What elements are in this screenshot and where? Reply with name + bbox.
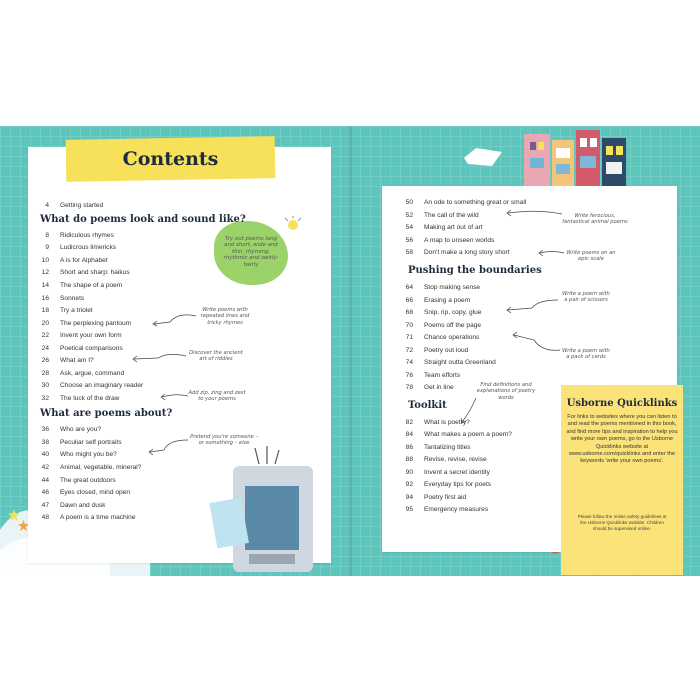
- book-gutter: [349, 126, 352, 576]
- entry-title: Who are you?: [60, 426, 102, 433]
- entry-title: Poetical comparisons: [60, 345, 123, 352]
- page-number: 28: [41, 370, 49, 377]
- entry-title: Team efforts: [424, 372, 461, 379]
- arrow-icon: [534, 248, 566, 258]
- page-number: 71: [405, 334, 413, 341]
- page-number: 10: [41, 257, 49, 264]
- arrow-icon: [508, 330, 562, 354]
- section-heading: What do poems look and sound like?: [40, 214, 246, 225]
- page-number: 38: [41, 439, 49, 446]
- page-number: 24: [41, 345, 49, 352]
- quicklinks-text: For links to websites where you can listen to and read the poems mentioned in this book, and find more tips and inspiration to help you write your own poems, go to the Usborne Quicklinks website at www.usborne.com/quicklinks and enter the keywords 'write your own poems'.: [566, 414, 678, 465]
- entry-title: What is poetry?: [424, 419, 470, 426]
- entry-title: What am I?: [60, 357, 94, 364]
- page-number: 22: [41, 332, 49, 339]
- entry-title: Poems off the page: [424, 322, 482, 329]
- entry-title: Animal, vegetable, mineral?: [60, 464, 142, 471]
- page-number: 74: [405, 359, 413, 366]
- robot-tv-illustration: [205, 442, 325, 576]
- page-number: 88: [405, 456, 413, 463]
- entry-title: Sonnets: [60, 295, 85, 302]
- page-number: 47: [41, 502, 49, 509]
- entry-title: Try a triolet: [60, 307, 93, 314]
- entry-title: Everyday tips for poets: [424, 481, 492, 488]
- lightbulb-icon: [283, 216, 303, 238]
- arrow-icon: [144, 436, 190, 458]
- entry-title: The luck of the draw: [60, 395, 120, 402]
- page-title: Contents: [122, 148, 219, 170]
- quicklinks-title: Usborne Quicklinks: [566, 398, 678, 409]
- page-number: 44: [41, 477, 49, 484]
- note-epic-poems: Write poems on an epic scale: [566, 250, 616, 263]
- page-number: 78: [405, 384, 413, 391]
- arrow-icon: [456, 396, 478, 426]
- entry-title: Eyes closed, mind open: [60, 489, 131, 496]
- section-heading: Pushing the boundaries: [408, 265, 542, 276]
- page-number: 86: [405, 444, 413, 451]
- entry-title: Don't make a long story short: [424, 249, 510, 256]
- entry-title: The great outdoors: [60, 477, 116, 484]
- page-number: 32: [41, 395, 49, 402]
- entry-title: Erasing a poem: [424, 297, 471, 304]
- note-scissors: Write a poem with a pair of scissors: [562, 291, 610, 304]
- page-number: 9: [45, 244, 49, 251]
- entry-title: Revise, revise, revise: [424, 456, 487, 463]
- page-number: 82: [405, 419, 413, 426]
- page-number: 16: [41, 295, 49, 302]
- page-number: 76: [405, 372, 413, 379]
- note-animal-poems: Write ferocious, fantastical animal poems: [562, 213, 628, 226]
- entry-title: Short and sharp: haikus: [60, 269, 130, 276]
- page-number: 18: [41, 307, 49, 314]
- page-number: 12: [41, 269, 49, 276]
- page-number: 20: [41, 320, 49, 327]
- page-number: 84: [405, 431, 413, 438]
- entry-title: Choose an imaginary reader: [60, 382, 144, 389]
- page-number: 52: [405, 212, 413, 219]
- entry-title: Ridiculous rhymes: [60, 232, 114, 239]
- page-number: 95: [405, 506, 413, 513]
- arrow-icon: [128, 350, 188, 364]
- entry-title: Dawn and dusk: [60, 502, 106, 509]
- entry-title: Peculiar self portraits: [60, 439, 122, 446]
- entry-title: Invent a secret identity: [424, 469, 490, 476]
- entry-title: The perplexing pantoum: [60, 320, 132, 327]
- entry-title: The shape of a poem: [60, 282, 123, 289]
- entry-title: A is for Alphabet: [60, 257, 108, 264]
- section-heading: Toolkit: [408, 400, 447, 411]
- page-number: 40: [41, 451, 49, 458]
- entry-title: A map to unseen worlds: [424, 237, 495, 244]
- page-number: 42: [41, 464, 49, 471]
- page-number: 56: [405, 237, 413, 244]
- note-dice: Add zip, zing and zest to your poems: [188, 390, 246, 403]
- entry-title: Ludicrous limericks: [60, 244, 117, 251]
- page-number: 4: [45, 202, 49, 209]
- page-number: 50: [405, 199, 413, 206]
- entry-title: Poetry first aid: [424, 494, 467, 501]
- entry-title: Ask, argue, command: [60, 370, 125, 377]
- page-number: 14: [41, 282, 49, 289]
- arrow-icon: [148, 310, 198, 330]
- entry-title: Snip, rip, copy, glue: [424, 309, 482, 316]
- page-number: 8: [45, 232, 49, 239]
- entry-title: Stop making sense: [424, 284, 481, 291]
- arrow-icon: [502, 208, 564, 218]
- entry-title: A poem is a time machine: [60, 514, 136, 521]
- page-number: 58: [405, 249, 413, 256]
- page-number: 54: [405, 224, 413, 231]
- note-poem-forms: Try out poems long and short, wide and thin, rhyming, rhythmic and swirly-twirly: [223, 236, 279, 268]
- entry-title: Get in line: [424, 384, 454, 391]
- note-pretend: Pretend you're someone – or something – else: [190, 434, 258, 447]
- page-number: 66: [405, 297, 413, 304]
- note-definitions: Find definitions and explanations of poetry words: [476, 382, 536, 401]
- arrow-icon: [502, 296, 560, 314]
- arrow-icon: [156, 392, 190, 402]
- page-number: 64: [405, 284, 413, 291]
- entry-title: Poetry out loud: [424, 347, 469, 354]
- entry-title: Straight outta Greenland: [424, 359, 496, 366]
- entry-title: Getting started: [60, 202, 104, 209]
- note-repeated-lines: Write poems with repeated lines and tricky rhymes: [200, 307, 250, 326]
- entry-title: Making art out of art: [424, 224, 483, 231]
- entry-title: What makes a poem a poem?: [424, 431, 512, 438]
- page-number: 90: [405, 469, 413, 476]
- houses-illustration: [520, 126, 640, 188]
- entry-title: Emergency measures: [424, 506, 489, 513]
- entry-title: Who might you be?: [60, 451, 117, 458]
- entry-title: An ode to something great or small: [424, 199, 527, 206]
- quicklinks-safety-note: Please follow the online safety guidelines at the Usborne Quicklinks website. Children should be supervised online.: [577, 514, 667, 531]
- torn-paper-note-icon: [462, 146, 504, 168]
- entry-title: The call of the wild: [424, 212, 479, 219]
- page-number: 36: [41, 426, 49, 433]
- entry-title: Tantalizing titles: [424, 444, 471, 451]
- section-heading: What are poems about?: [40, 408, 173, 419]
- page-number: 26: [41, 357, 49, 364]
- note-riddles: Discover the ancient art of riddles: [189, 350, 243, 363]
- page-number: 72: [405, 347, 413, 354]
- page-number: 70: [405, 322, 413, 329]
- page-number: 46: [41, 489, 49, 496]
- note-cards: Write a poem with a pack of cards: [562, 348, 610, 361]
- page-number: 68: [405, 309, 413, 316]
- page-number: 30: [41, 382, 49, 389]
- page-number: 92: [405, 481, 413, 488]
- entry-title: Invent your own form: [60, 332, 122, 339]
- entry-title: Chance operations: [424, 334, 480, 341]
- page-number: 48: [41, 514, 49, 521]
- page-number: 94: [405, 494, 413, 501]
